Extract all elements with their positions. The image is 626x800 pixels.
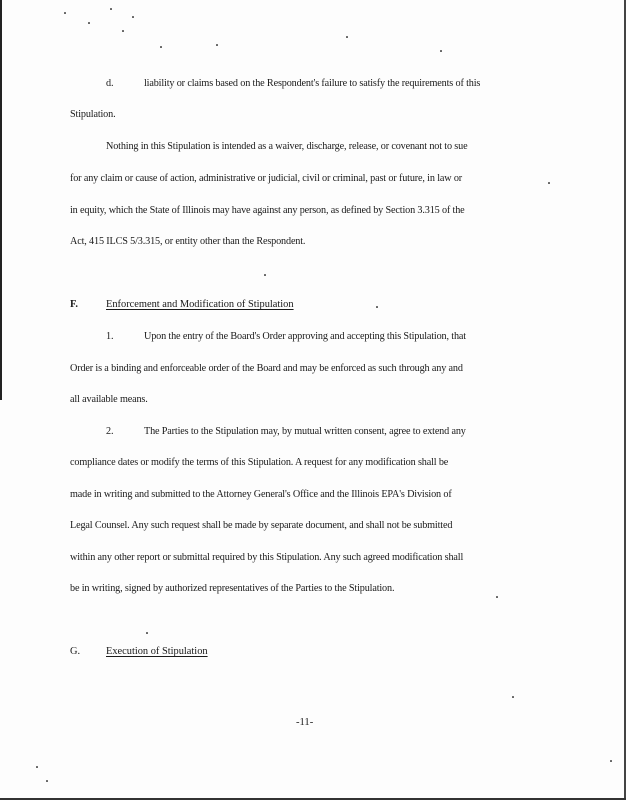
- paragraph-line: Act, 415 ILCS 5/3.315, or entity other than the Respondent.: [70, 236, 306, 247]
- paragraph-line: for any claim or cause of action, administrative or judicial, civil or criminal, past or future, in law or: [70, 173, 463, 184]
- item-2-line: compliance dates or modify the terms of this Stipulation. A request for any modification shall be: [70, 457, 449, 468]
- item-2-line: The Parties to the Stipulation may, by mutual written consent, agree to extend any: [144, 426, 466, 437]
- scan-speck: [64, 12, 66, 14]
- item-2-line: Legal Counsel. Any such request shall be made by separate document, and shall not be submitted: [70, 520, 453, 531]
- page-number: -11-: [296, 717, 314, 728]
- scan-edge-left: [0, 0, 2, 400]
- section-f-letter: F.: [70, 299, 78, 310]
- section-g-title: Execution of Stipulation: [106, 646, 208, 657]
- scan-speck: [132, 16, 134, 18]
- item-1-line: Order is a binding and enforceable order of the Board and may be enforced as such through any and: [70, 363, 463, 374]
- scan-speck: [440, 50, 442, 52]
- scan-speck: [346, 36, 348, 38]
- scan-speck: [46, 780, 48, 782]
- scan-speck: [160, 46, 162, 48]
- paragraph-line: Nothing in this Stipulation is intended as a waiver, discharge, release, or covenant not to sue: [106, 141, 468, 152]
- paragraph-line: in equity, which the State of Illinois may have against any person, as defined by Section 3.315 of the: [70, 205, 465, 216]
- scan-speck: [110, 8, 112, 10]
- scan-speck: [496, 596, 498, 598]
- item-1-line: all available means.: [70, 394, 148, 405]
- item-number-1: 1.: [106, 331, 114, 342]
- section-g-letter: G.: [70, 646, 81, 657]
- scan-speck: [548, 182, 550, 184]
- scan-speck: [36, 766, 38, 768]
- scan-speck: [376, 306, 378, 308]
- scan-speck: [122, 30, 124, 32]
- scan-speck: [216, 44, 218, 46]
- section-f-title: Enforcement and Modification of Stipulation: [106, 299, 294, 310]
- paragraph-d-line-1: liability or claims based on the Respondent's failure to satisfy the requirements of this: [144, 78, 481, 89]
- scan-speck: [146, 632, 148, 634]
- paragraph-d-line-2: Stipulation.: [70, 109, 116, 120]
- item-2-line: within any other report or submittal required by this Stipulation. Any such agreed modification shall: [70, 552, 464, 563]
- item-number-2: 2.: [106, 426, 114, 437]
- scan-speck: [610, 760, 612, 762]
- item-2-line: be in writing, signed by authorized representatives of the Parties to the Stipulation.: [70, 583, 395, 594]
- scan-speck: [264, 274, 266, 276]
- scan-speck: [512, 696, 514, 698]
- scan-speck: [88, 22, 90, 24]
- paragraph-marker-d: d.: [106, 78, 114, 89]
- item-1-line: Upon the entry of the Board's Order approving and accepting this Stipulation, that: [144, 331, 466, 342]
- item-2-line: made in writing and submitted to the Attorney General's Office and the Illinois EPA's Division of: [70, 489, 452, 500]
